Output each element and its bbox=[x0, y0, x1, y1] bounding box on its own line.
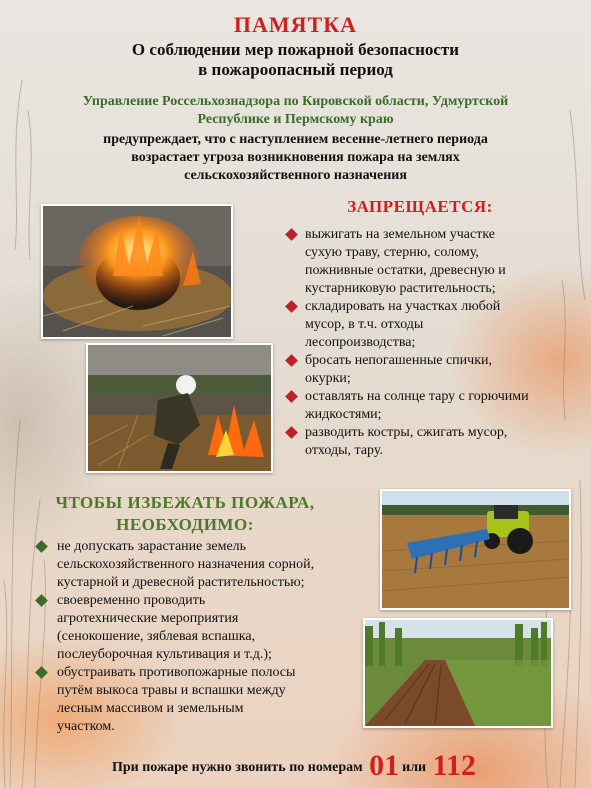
list-item-line: бросать непогашенные спички, bbox=[305, 353, 492, 368]
required-heading bbox=[20, 492, 350, 536]
plowed-firebreak-strip-photo bbox=[363, 618, 553, 728]
page-subtitle bbox=[0, 40, 591, 80]
warning-text bbox=[20, 131, 571, 185]
list-item bbox=[287, 388, 567, 424]
authority-line: Республике и Пермскому краю bbox=[197, 112, 394, 127]
list-item-line: оставлять на солнце тару с горючими bbox=[305, 389, 529, 404]
list-item-line: складировать на участках любой bbox=[305, 299, 501, 314]
list-item-line: отходы, тару. bbox=[305, 443, 383, 458]
list-item-line: разводить костры, сжигать мусор, bbox=[305, 425, 508, 440]
red-diamond-bullet-icon bbox=[285, 228, 298, 241]
page-title: ПАМЯТКА bbox=[233, 12, 358, 37]
green-diamond-bullet-icon bbox=[35, 594, 48, 607]
list-item bbox=[287, 298, 567, 352]
list-item-line: путём выкоса травы и вспашки между bbox=[57, 683, 286, 698]
authority-line: Управление Россельхознадзора по Кировской области, Удмуртской bbox=[82, 94, 509, 109]
emergency-call-footer bbox=[0, 749, 591, 783]
forbidden-list bbox=[287, 226, 567, 460]
red-diamond-bullet-icon bbox=[285, 390, 298, 403]
footer-text: При пожаре нужно звонить по номерам bbox=[111, 760, 363, 775]
required-heading-line: НЕОБХОДИМО: bbox=[116, 515, 254, 534]
burning-haystack-photo bbox=[41, 204, 233, 339]
list-item-line: кустарной и древесной растительностью; bbox=[57, 575, 305, 590]
list-item-line: сельскохозяйственного назначения сорной, bbox=[57, 557, 315, 572]
tractor-cultivating-field-photo bbox=[380, 489, 571, 610]
red-diamond-bullet-icon bbox=[285, 354, 298, 367]
emergency-number-112[interactable]: 112 bbox=[432, 749, 476, 782]
red-diamond-bullet-icon bbox=[285, 300, 298, 313]
subtitle-line: в пожароопасный период bbox=[198, 60, 393, 79]
list-item-line: своевременно проводить bbox=[57, 593, 206, 608]
authority-name bbox=[20, 93, 571, 129]
green-diamond-bullet-icon bbox=[35, 666, 48, 679]
list-item-line: обустраивать противопожарные полосы bbox=[57, 665, 296, 680]
list-item-line: кустарниковую растительность; bbox=[305, 281, 496, 296]
forbidden-heading: ЗАПРЕЩАЕТСЯ: bbox=[347, 197, 493, 216]
list-item bbox=[287, 352, 567, 388]
list-item bbox=[37, 592, 372, 664]
list-item-line: окурки; bbox=[305, 371, 351, 386]
list-item-line: жидкостями; bbox=[305, 407, 382, 422]
green-diamond-bullet-icon bbox=[35, 540, 48, 553]
list-item-line: участком. bbox=[57, 719, 115, 734]
subtitle-line: О соблюдении мер пожарной безопасности bbox=[131, 40, 460, 59]
emergency-number-01[interactable]: 01 bbox=[369, 749, 400, 782]
firefighter-extinguishing-grass-photo bbox=[86, 343, 273, 473]
list-item-line: сухую траву, стерню, солому, bbox=[305, 245, 479, 260]
list-item-line: агротехнические мероприятия bbox=[57, 611, 239, 626]
required-heading-line: ЧТОБЫ ИЗБЕЖАТЬ ПОЖАРА, bbox=[55, 493, 315, 512]
list-item-line: пожнивные остатки, древесную и bbox=[305, 263, 506, 278]
list-item-line: лесопроизводства; bbox=[305, 335, 416, 350]
warning-line: предупреждает, что с наступлением весенне-летнего периода bbox=[103, 132, 488, 147]
red-diamond-bullet-icon bbox=[285, 426, 298, 439]
warning-line: сельскохозяйственного назначения bbox=[184, 168, 407, 183]
footer-or: или bbox=[402, 760, 427, 775]
list-item-line: (сенокошение, зяблевая вспашка, bbox=[57, 629, 256, 644]
list-item-line: мусор, в т.ч. отходы bbox=[305, 317, 424, 332]
list-item-line: лесным массивом и земельным bbox=[57, 701, 244, 716]
list-item-line: не допускать зарастание земель bbox=[57, 539, 247, 554]
list-item bbox=[287, 424, 567, 460]
list-item-line: выжигать на земельном участке bbox=[305, 227, 496, 242]
list-item bbox=[37, 664, 372, 736]
list-item bbox=[37, 538, 372, 592]
required-list bbox=[37, 538, 372, 736]
list-item-line: послеуборочная культивация и т.д.); bbox=[57, 647, 272, 662]
warning-line: возрастает угроза возникновения пожара на землях bbox=[131, 150, 460, 165]
list-item bbox=[287, 226, 567, 298]
